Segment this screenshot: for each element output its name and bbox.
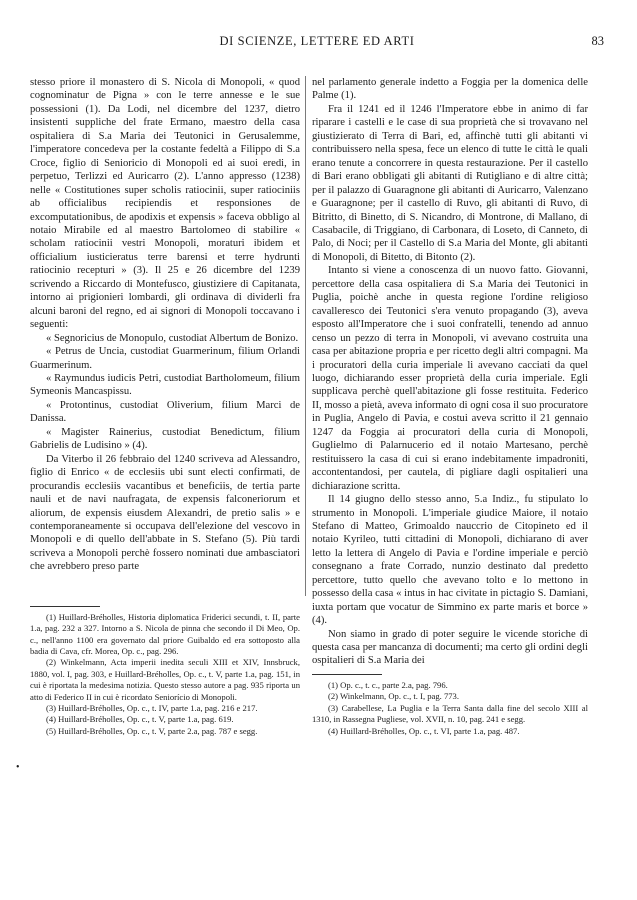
- page-number: 83: [591, 34, 604, 48]
- footnote: (3) Carabellese, La Puglia e la Terra Santa dalla fine del secolo XIII al 1310, in Rassegna Pugliese, vol. XVII, n. 10, pag. 241 e segg.: [312, 702, 588, 725]
- body-paragraph: Il 14 giugno dello stesso anno, 5.a Indiz., fu stipulato lo strumento in Monopoli. L'imperiale giudice Maiore, il notaio Stefano di Matteo, Grimoaldo nauccrio de Citopineto ed il notaio Kyrileo, tutti cittadini di Monopoli, dichiarano di aver letto la lettera di Angelo di Pavia e l'ordine imperiale e perciò consegnano a frate Corrado, nunzio destinato dal predetto percettore, tutto quello che avevano tolto e lo mettono in possesso della casa « intus in hac civitate in pictagio S. Damiani, iuxta portam que vocatur de Simmino ex parte maris et borce » (4).: [312, 494, 588, 627]
- prisoner-list-item: « Protontinus, custodiat Oliverium, filium Marci de Danissa.: [30, 399, 300, 425]
- footnote: (3) Huillard-Bréholles, Op. c., t. IV, parte 1.a, pag. 216 e 217.: [46, 703, 258, 714]
- footnote: (4) Huillard-Bréholles, Op. c., t. V, parte 1.a, pag. 619.: [46, 714, 234, 725]
- prisoner-list-item: « Segnoricius de Monopulo, custodiat Albertum de Bonizo.: [46, 332, 299, 344]
- left-footnotes: [30, 612, 300, 737]
- body-paragraph: Fra il 1241 ed il 1246 l'Imperatore ebbe in animo di far riparare i castelli e le case di sua proprietà che si trovavano nel giustizierato di Terra di Bari, ed, affinchè tutti gli abitanti vi contribuissero nella spesa, fece un elenco di tutte le città le quali erano tenute a concorrere in questa restaurazione. Per il castello di Bari erano obbligati gli abitanti di Rutigliano e di altre città; per il palazzo di Guaragnone gli abitanti di Auricarro, Valenzano e Guaragnone; per il castello di Ruvo, gli abitanti di Ruvo, di Bitritto, di Binetto, di S. Nicandro, di Montrone, di Mallano, di Casabacile, di Triggiano, di Carbonara, di Loseto, di Canneto, di Palo, di Noci; per il Castello di S.a Maria del Monte, gli abitanti di Monopoli, di Bitetto, di Bitonto (2).: [312, 103, 588, 263]
- footnote: (1) Op. c., t. c., parte 2.a, pag. 796.: [328, 679, 448, 690]
- running-header: [30, 34, 604, 54]
- footnote-rule: [30, 606, 100, 607]
- margin-mark: •: [16, 762, 20, 773]
- footnote: (2) Winkelmann, Op. c., t. I, pag. 773.: [328, 691, 459, 702]
- right-footnotes: [312, 680, 588, 737]
- body-paragraph: Intanto si viene a conoscenza di un nuovo fatto. Giovanni, percettore della casa ospitaliera di S.a Maria dei Teutonici in Puglia, poichè anche in questa regione l'ordine religioso cavalleresco dei Teutonici s'era venuto propagando (3), aveva esposto all'Imperatore che i suoi confratelli, tenendo ad annuo censo un pezzo di terra in Monopoli, vi avevano costruita una casa per abitazione propria e per ricetto degli altri compagni. Ma i procuratori della curia imperiale li avevano cacciati da quel luogo, dichiarando esser proprietà della curia imperiale. Egli supplicava perchè quell'abitazione gli fosse restituita. Federico II, mosso a pietà, aveva informato di ogni cosa il suo procuratore in Puglia, Angelo di Pavia, e costui aveva scritto il 21 gennaio 1247 da Foggia ai procuratori della curia di Monopoli, Guglielmo di Palarnucerio ed il notaio Martesano, perchè restituissero la casa di cui si erano indebitamente impadroniti, accontentandosi, per cautela, di pigliare dagli ospitalieri una dichiarazione scritta.: [312, 265, 588, 492]
- body-paragraph: stesso priore il monastero di S. Nicola di Monopoli, « quod cognominatur de Pigna » con le terre annesse e le sue possessioni (1). Da Lodi, nel dicembre del 1237, dietro insistenti suppliche del frate Ermano, maestro della casa ospitaliera di S.a Maria dei Teutonici in Gerusalemme, l'imperatore concedeva per la costante fedeltà a Filippo di S.a Croce, figlio di Senioricio di Monopoli ed ai suoi eredi, in perpetuo, Terlizzi ed Auricarro (2). L'anno appresso (1238) nelle « Costitutiones super scholis ratiocinii, super ratiociniis ab officialibus recipiendis et responsiones de excomputationibus, de apodixis et expensis » faceva obbligo al notaio Mirabile ed al maestro Bartolomeo di stabilire « scholam ratiocinii vestri Monopoli, moraturi ibidem et officialium iusticieratus terre barensi et terre hydrunti ratiocinio recepturi » (3). Il 25 e 26 dicembre del 1239 scrivendo a Riccardo di Montefusco, giustiziere di Capitanata, intorno ai prigionieri lombardi, gli ordinava di dividerli fra alcuni baroni del regno, ed ai signori di Monopoli toccavano i seguenti:: [30, 77, 300, 331]
- footnote: (4) Huillard-Bréholles, Op. c., t. VI, parte 1.a, pag. 487.: [328, 725, 520, 736]
- footnote: (5) Huillard-Bréholles, Op. c., t. V, parte 2.a, pag. 787 e segg.: [46, 725, 258, 736]
- left-column: [30, 76, 300, 886]
- prisoner-list-item: « Raymundus iudicis Petri, custodiat Bartholomeum, filium Symeonis Mancaspissu.: [30, 372, 300, 398]
- running-title: DI SCIENZE, LETTERE ED ARTI: [219, 34, 415, 48]
- footnote: (2) Winkelmann, Acta imperii inedita seculi XIII et XIV, Innsbruck, 1880, vol. I, pag. 303, e Huillard-Bréholles, Op. c., t. V, parte 1.a, pag. 151, in cui è riportata la medesima notizia. Questo stesso autore a pag. 935 riporta un atto di Federico II in cui è ricordato Seniorício di Monopoli.: [30, 657, 300, 702]
- body-paragraph: nel parlamento generale indetto a Foggia per la domenica delle Palme (1).: [312, 77, 588, 102]
- body-paragraph: Non siamo in grado di poter seguire le vicende storiche di questa casa per mancanza di documenti; ma certo gli ordini degli ospitalieri di S.a Maria dei: [312, 628, 588, 667]
- column-divider: [305, 76, 306, 596]
- prisoner-list-item: « Petrus de Uncia, custodiat Guarmerinum, filium Orlandi Guarmerinum.: [30, 346, 300, 371]
- right-column: [312, 76, 588, 886]
- prisoner-list-item: « Magister Rainerius, custodiat Benedictum, filium Gabrielis de Ludisino » (4).: [30, 426, 300, 452]
- footnote: (1) Huillard-Bréholles, Historia diplomatica Friderici secundi, t. II, parte 1.a, pag. 232 a 327. Intorno a S. Nicola de pinna che secondo il Di Meo, Op. c., nell'anno 1100 era governato dal priore Guibaldo ed era sottoposto alla badia di Cava, cfr. Morea, Op. c., pag. 296.: [30, 611, 300, 656]
- body-paragraph: Da Viterbo il 26 febbraio del 1240 scriveva ad Alessandro, figlio di Enrico « de ecclesiis ubi sunt electi confirmati, de procurandis ecclesiis vacantibus et beneficiis, de tertia parte nauli et de navi naufragata, de expensis falconeriorum et aliorum, de expensis eiusdem Alexandri, de pretio salis » e contemporaneamente si occupava dell'elezione del vescovo in Monopoli e di quello dell'abbate in S. Stefano (5). Più tardi scriveva a Monopoli perchè fossero nominati due ambasciatori che avrebbero preso parte: [30, 453, 300, 573]
- footnote-rule: [312, 674, 382, 675]
